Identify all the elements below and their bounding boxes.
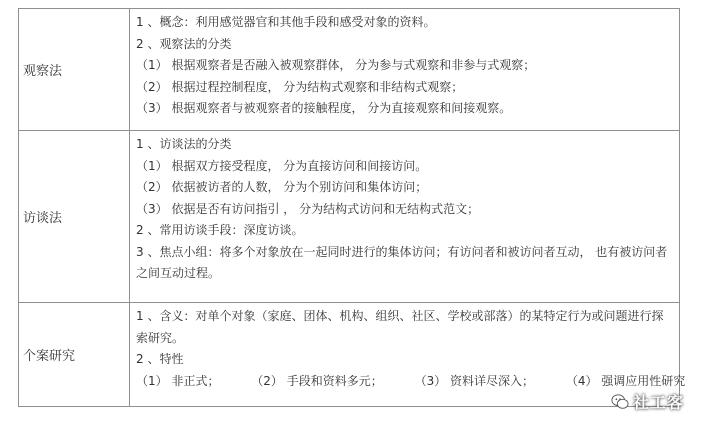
content-line: 1 、含义：对单个对象（家庭、团体、机构、组织、社区、学校或部落）的某特定行为或问题进行探索研究。: [136, 309, 664, 345]
row-label: 个案研究: [19, 303, 130, 407]
table-row-case-study: [19, 303, 680, 407]
content-line: 1 、访谈法的分类: [136, 137, 232, 151]
row-content: [130, 131, 680, 303]
content-line: （1） 根据观察者是否融入被观察群体， 分为参与式观察和非参与式观察；: [136, 58, 536, 72]
content-line: 3 、焦点小组：将多个对象放在一起同时进行的集体访问；有访问者和被访问者互动， 也有被访问者之间互动过程。: [136, 244, 668, 280]
watermark: [611, 390, 684, 413]
row-label: 访谈法: [19, 131, 130, 303]
content-line: （1） 根据双方接受程度， 分为直接访问和间接访问。: [136, 158, 428, 173]
row-content: [130, 303, 686, 407]
content-line: 2 、常用访谈手段：深度访谈。: [136, 223, 304, 237]
wechat-icon: [611, 393, 629, 411]
attribute-item: （1） 非正式；: [136, 373, 220, 388]
attribute-line: [136, 371, 686, 393]
attribute-item: （4） 强调应用性研究: [565, 373, 686, 388]
attribute-item: （2） 手段和资料多元；: [251, 373, 383, 388]
content-line: （3） 依据是否有访问指引 ， 分为结构式访问和无结构式范文；: [136, 201, 480, 216]
row-label: 观察法: [19, 9, 130, 131]
content-line: （3） 根据观察者与被观察者的接触程度， 分为直接观察和间接观察。: [136, 101, 512, 115]
attribute-item: （3） 资料详尽深入；: [414, 373, 535, 388]
method-table: [18, 8, 686, 407]
content-line: 1 、概念：利用感觉器官和其他手段和感受对象的资料。: [136, 15, 436, 29]
table-row-observation: [19, 9, 680, 131]
watermark-text: 社工客: [632, 393, 684, 412]
content-line: 2 、观察法的分类: [136, 36, 232, 51]
content-line: （2） 根据过程控制程度， 分为结构式观察和非结构式观察；: [136, 79, 464, 94]
content-line: （2） 依据被访者的人数， 分为个别访问和集体访问；: [136, 180, 428, 194]
content-line: 2 、特性: [136, 352, 184, 366]
table-row-interview: [19, 131, 680, 303]
row-content: [130, 9, 680, 131]
